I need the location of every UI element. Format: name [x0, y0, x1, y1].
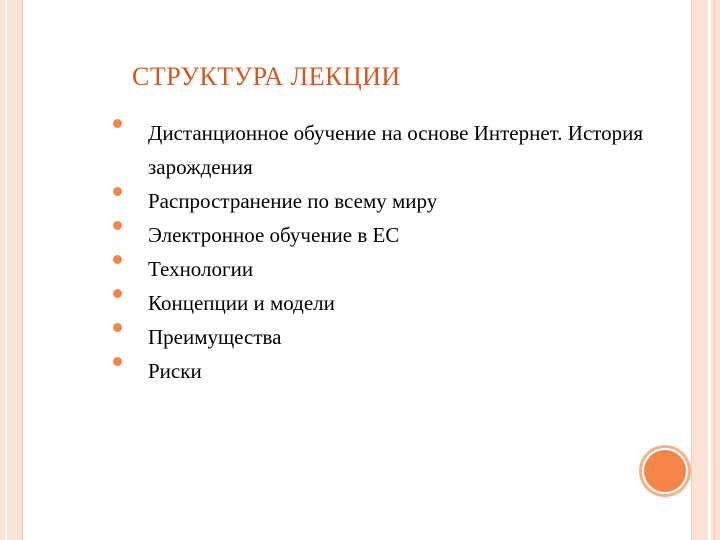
bullet-text: Дистанционное обучение на основе Интернет. История зарождения	[148, 121, 644, 179]
circle-ornament-icon	[642, 448, 688, 494]
list-item	[110, 354, 670, 388]
bullet-text: Концепции и модели	[148, 291, 335, 315]
right-border-thin-line	[714, 0, 715, 540]
bullet-text: Технологии	[148, 257, 254, 281]
bullet-icon	[113, 255, 122, 264]
list-item	[110, 116, 670, 184]
list-item	[110, 286, 670, 320]
slide-title: СТРУКТУРА ЛЕКЦИИ	[132, 62, 401, 91]
right-border-line	[708, 0, 711, 540]
right-decorative-border	[691, 0, 720, 540]
list-item	[110, 218, 670, 252]
bullet-text: Электронное обучение в ЕС	[148, 223, 400, 247]
left-decorative-border	[0, 0, 23, 540]
bullet-icon	[113, 357, 122, 366]
bullet-text: Риски	[148, 359, 202, 383]
list-item	[110, 252, 670, 286]
bullet-icon	[113, 221, 122, 230]
bullet-icon	[113, 119, 122, 128]
bullet-icon	[113, 289, 122, 298]
list-item	[110, 320, 670, 354]
bullet-list	[110, 116, 670, 388]
list-item	[110, 184, 670, 218]
bullet-icon	[113, 323, 122, 332]
bullet-text: Преимущества	[148, 325, 282, 349]
bullet-text: Распространение по всему миру	[148, 189, 438, 213]
bullet-icon	[113, 187, 122, 196]
left-border-line	[5, 0, 7, 540]
